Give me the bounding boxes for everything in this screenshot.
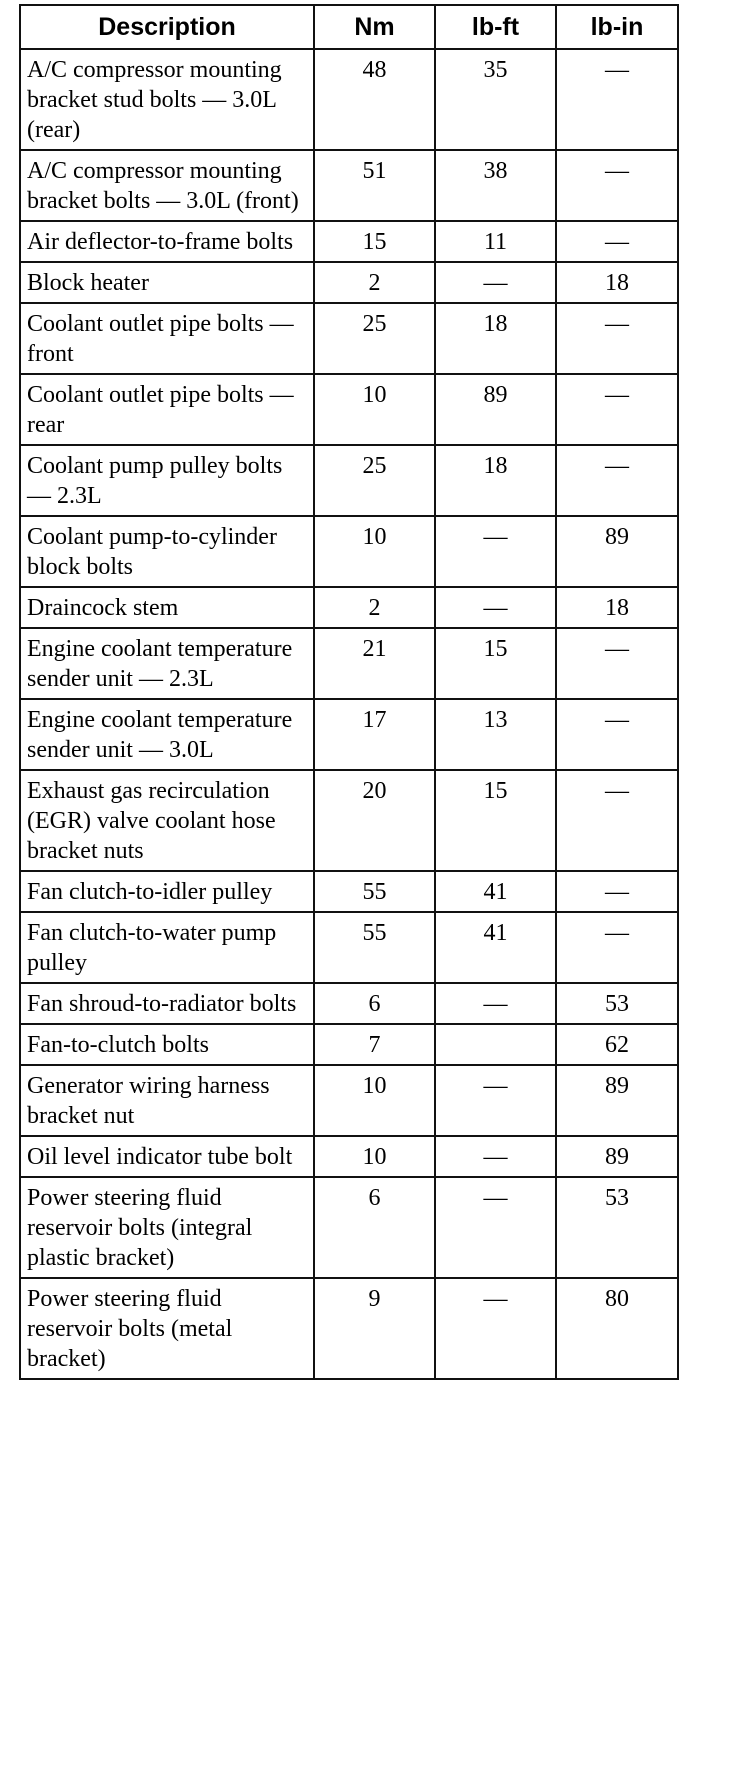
cell-lb-in: — (556, 49, 678, 150)
cell-description: Draincock stem (20, 587, 314, 628)
cell-nm: 55 (314, 912, 435, 983)
col-header-lb-ft: lb-ft (435, 5, 556, 49)
cell-lb-in: — (556, 150, 678, 221)
cell-description: Coolant pump pulley bolts — 2.3L (20, 445, 314, 516)
header-row (20, 5, 678, 49)
cell-nm: 10 (314, 1136, 435, 1177)
cell-description: Oil level indicator tube bolt (20, 1136, 314, 1177)
col-header-description: Description (20, 5, 314, 49)
cell-nm: 6 (314, 983, 435, 1024)
table-row (20, 1065, 678, 1136)
cell-lb-ft: 15 (435, 770, 556, 871)
cell-lb-in: 53 (556, 983, 678, 1024)
cell-lb-ft: 41 (435, 871, 556, 912)
torque-spec-table (19, 4, 679, 1380)
cell-nm: 2 (314, 262, 435, 303)
cell-nm: 20 (314, 770, 435, 871)
cell-lb-ft: 35 (435, 49, 556, 150)
cell-nm: 25 (314, 445, 435, 516)
cell-nm: 17 (314, 699, 435, 770)
cell-description: Fan-to-clutch bolts (20, 1024, 314, 1065)
cell-lb-in: — (556, 221, 678, 262)
table-row (20, 1177, 678, 1278)
cell-nm: 10 (314, 516, 435, 587)
cell-lb-ft: — (435, 983, 556, 1024)
cell-description: Block heater (20, 262, 314, 303)
cell-lb-in: — (556, 871, 678, 912)
cell-description: Fan clutch-to-idler pulley (20, 871, 314, 912)
cell-lb-ft: 18 (435, 445, 556, 516)
cell-lb-in: 89 (556, 1136, 678, 1177)
cell-lb-in: — (556, 445, 678, 516)
cell-description: Engine coolant temperature sender unit — 2.3L (20, 628, 314, 699)
table-row (20, 445, 678, 516)
table-row (20, 912, 678, 983)
cell-lb-ft: — (435, 516, 556, 587)
cell-lb-ft: — (435, 1065, 556, 1136)
table-row (20, 871, 678, 912)
cell-description: Power steering fluid reservoir bolts (metal bracket) (20, 1278, 314, 1379)
cell-lb-ft (435, 1024, 556, 1065)
cell-nm: 7 (314, 1024, 435, 1065)
cell-nm: 10 (314, 1065, 435, 1136)
cell-nm: 25 (314, 303, 435, 374)
cell-lb-in: 18 (556, 587, 678, 628)
table-row (20, 516, 678, 587)
col-header-nm: Nm (314, 5, 435, 49)
cell-lb-ft: 38 (435, 150, 556, 221)
cell-lb-in: — (556, 699, 678, 770)
cell-lb-in: — (556, 374, 678, 445)
table-row (20, 983, 678, 1024)
cell-description: A/C compressor mounting bracket stud bolts — 3.0L (rear) (20, 49, 314, 150)
cell-lb-ft: — (435, 262, 556, 303)
table-row (20, 628, 678, 699)
cell-nm: 21 (314, 628, 435, 699)
table-row (20, 699, 678, 770)
cell-nm: 51 (314, 150, 435, 221)
cell-nm: 6 (314, 1177, 435, 1278)
cell-description: Coolant outlet pipe bolts — rear (20, 374, 314, 445)
table-row (20, 221, 678, 262)
table-row (20, 1024, 678, 1065)
cell-nm: 15 (314, 221, 435, 262)
table-row (20, 587, 678, 628)
cell-lb-ft: — (435, 1136, 556, 1177)
table-row (20, 150, 678, 221)
cell-description: Coolant outlet pipe bolts — front (20, 303, 314, 374)
cell-lb-in: 89 (556, 516, 678, 587)
cell-lb-ft: 89 (435, 374, 556, 445)
cell-description: A/C compressor mounting bracket bolts — 3.0L (front) (20, 150, 314, 221)
table-row (20, 770, 678, 871)
cell-lb-in: 53 (556, 1177, 678, 1278)
table-row (20, 303, 678, 374)
cell-lb-in: — (556, 303, 678, 374)
table-row (20, 1136, 678, 1177)
cell-description: Exhaust gas recirculation (EGR) valve coolant hose bracket nuts (20, 770, 314, 871)
cell-lb-ft: 13 (435, 699, 556, 770)
cell-description: Engine coolant temperature sender unit — 3.0L (20, 699, 314, 770)
cell-lb-in: — (556, 628, 678, 699)
cell-lb-in: 62 (556, 1024, 678, 1065)
cell-description: Coolant pump-to-cylinder block bolts (20, 516, 314, 587)
cell-lb-ft: 18 (435, 303, 556, 374)
cell-description: Fan clutch-to-water pump pulley (20, 912, 314, 983)
cell-lb-in: 80 (556, 1278, 678, 1379)
cell-nm: 2 (314, 587, 435, 628)
cell-lb-in: — (556, 770, 678, 871)
col-header-lb-in: lb-in (556, 5, 678, 49)
cell-lb-ft: 15 (435, 628, 556, 699)
cell-description: Fan shroud-to-radiator bolts (20, 983, 314, 1024)
cell-lb-ft: 11 (435, 221, 556, 262)
table-row (20, 49, 678, 150)
cell-lb-in: 18 (556, 262, 678, 303)
cell-lb-ft: — (435, 587, 556, 628)
table-body (20, 49, 678, 1379)
cell-nm: 10 (314, 374, 435, 445)
cell-nm: 9 (314, 1278, 435, 1379)
table-row (20, 262, 678, 303)
cell-description: Generator wiring harness bracket nut (20, 1065, 314, 1136)
table-row (20, 1278, 678, 1379)
cell-lb-in: — (556, 912, 678, 983)
cell-nm: 55 (314, 871, 435, 912)
cell-nm: 48 (314, 49, 435, 150)
cell-lb-in: 89 (556, 1065, 678, 1136)
cell-lb-ft: — (435, 1278, 556, 1379)
cell-description: Air deflector-to-frame bolts (20, 221, 314, 262)
table-row (20, 374, 678, 445)
cell-description: Power steering fluid reservoir bolts (integral plastic bracket) (20, 1177, 314, 1278)
cell-lb-ft: 41 (435, 912, 556, 983)
cell-lb-ft: — (435, 1177, 556, 1278)
